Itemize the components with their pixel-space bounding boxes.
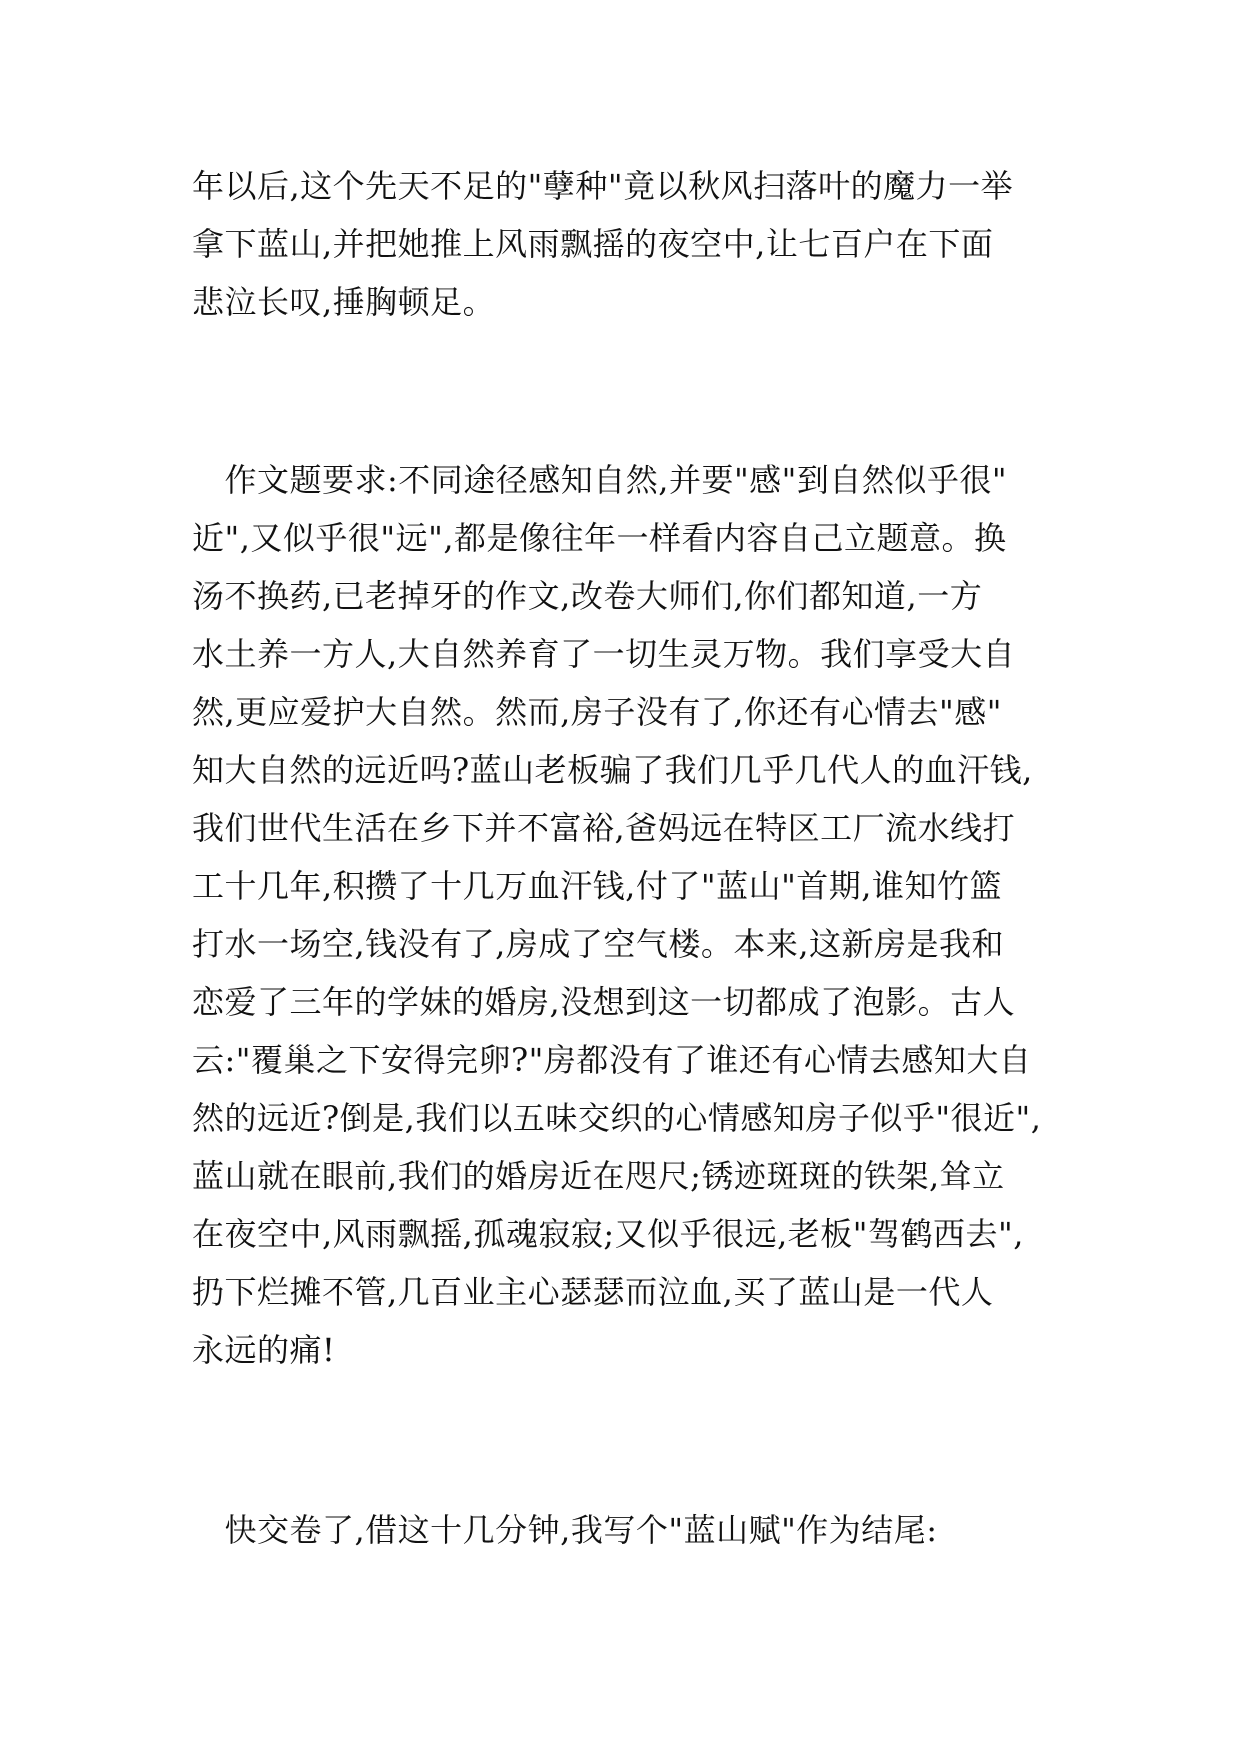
text-line: 水土养一方人,大自然养育了一切生灵万物。我们享受大自 [192, 635, 1016, 673]
text-line: 永远的痛! [192, 1331, 336, 1369]
text-line: 知大自然的远近吗?蓝山老板骗了我们几乎几代人的血汗钱, [192, 751, 1033, 789]
text-line: 蓝山就在眼前,我们的婚房近在咫尺;锈迹斑斑的铁架,耸立 [192, 1157, 1005, 1195]
text-line: 年以后,这个先天不足的"孽种"竟以秋风扫落叶的魔力一举 [192, 167, 1014, 205]
text-line: 恋爱了三年的学妹的婚房,没想到这一切都成了泡影。古人 [192, 983, 1016, 1021]
text-line: 打水一场空,钱没有了,房成了空气楼。本来,这新房是我和 [192, 925, 1005, 963]
text-line: 悲泣长叹,捶胸顿足。 [192, 283, 496, 321]
text-line: 工十几年,积攒了十几万血汗钱,付了"蓝山"首期,谁知竹篮 [192, 867, 1002, 905]
text-line: 在夜空中,风雨飘摇,孤魂寂寂;又似乎很远,老板"驾鹤西去", [192, 1215, 1024, 1253]
paragraph-story-ending [192, 157, 1062, 331]
text-line: 拿下蓝山,并把她推上风雨飘摇的夜空中,让七百户在下面 [192, 225, 994, 263]
text-line: 扔下烂摊不管,几百业主心瑟瑟而泣血,买了蓝山是一代人 [192, 1273, 994, 1311]
text-line: 云:"覆巢之下安得完卵?"房都没有了谁还有心情去感知大自 [192, 1041, 1032, 1079]
text-line: 然的远近?倒是,我们以五味交织的心情感知房子似乎"很近", [192, 1099, 1042, 1137]
text-line: 快交卷了,借这十几分钟,我写个"蓝山赋"作为结尾: [192, 1511, 938, 1549]
text-line: 近",又似乎很"远",都是像往年一样看内容自己立题意。换 [192, 519, 1007, 557]
text-line: 我们世代生活在乡下并不富裕,爸妈远在特区工厂流水线打 [192, 809, 1016, 847]
paragraph-essay-topic [192, 451, 1062, 1379]
paragraph-closing [192, 1501, 1062, 1559]
text-line: 然,更应爱护大自然。然而,房子没有了,你还有心情去"感" [192, 693, 1002, 731]
text-line: 作文题要求:不同途径感知自然,并要"感"到自然似乎很" [192, 461, 1008, 499]
text-line: 汤不换药,已老掉牙的作文,改卷大师们,你们都知道,一方 [192, 577, 983, 615]
